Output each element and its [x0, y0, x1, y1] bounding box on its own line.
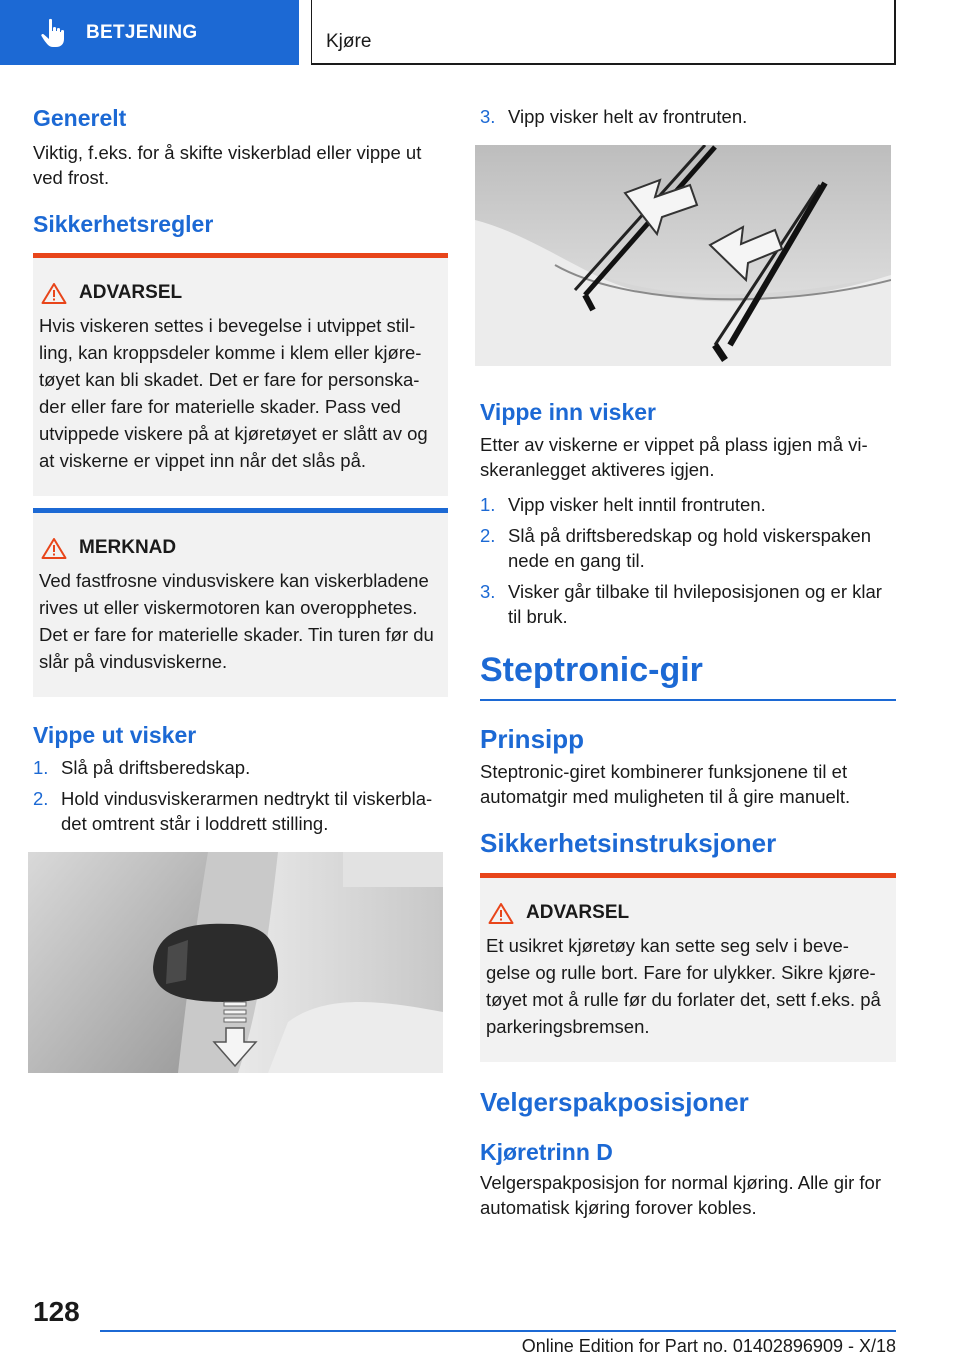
footer-rule — [100, 1330, 896, 1332]
right-column — [480, 100, 896, 1220]
step-number: 3. — [480, 581, 496, 602]
list-item — [480, 492, 896, 517]
step-number: 3. — [480, 106, 496, 127]
section-tab[interactable] — [0, 0, 299, 65]
step-text: Slå på driftsberedskap og hold viskerspaken nede en gang til. — [508, 525, 872, 571]
step-text: Slå på driftsberedskap. — [61, 757, 251, 778]
heading-prinsipp: Prinsipp — [480, 724, 585, 754]
heading-sikkerhetsinstruksjoner: Sikkerhetsinstruksjoner — [480, 828, 777, 858]
kjoretrinn-text: Velgerspakposisjon for normal kjøring. Alle gir for automatisk kjøring forover kobles. — [480, 1172, 882, 1218]
heading-generelt: Generelt — [33, 105, 127, 131]
note-text: Ved fastfrosne vindusviskere kan viskerbladene rives ut eller viskermotoren kan overopphetes. Det er fare for materielle skader. Tin turen før du slår på vindusviskerne. — [39, 570, 434, 672]
heading-rule — [480, 699, 896, 701]
vippe-inn-steps — [480, 492, 896, 629]
windshield-wiper-image — [475, 145, 891, 366]
heading-kjoretrinn-d: Kjøretrinn D — [480, 1139, 613, 1165]
warning-triangle-icon — [488, 902, 514, 924]
chapter-title: Kjøre — [326, 31, 372, 52]
heading-vippe-inn: Vippe inn visker — [480, 399, 656, 425]
step-text: Vipp visker helt av frontruten. — [508, 106, 748, 127]
list-item — [480, 523, 896, 573]
step-number: 2. — [33, 788, 49, 809]
step-number: 1. — [33, 757, 49, 778]
heading-velgerspakposisjoner: Velgerspakposisjoner — [480, 1087, 749, 1117]
step-number: 2. — [480, 525, 496, 546]
list-item — [480, 579, 896, 629]
warning-text: Et usikret kjøretøy kan sette seg selv i beve-gelse og rulle bort. Fare for ulykker. Sikre kjøre-tøyet mot å rulle før du forlater det, sett f.eks. på parkeringsbremsen. — [486, 935, 881, 1037]
step-text: Hold vindusviskerarmen nedtrykt til viskerbla-det omtrent står i loddrett stilling. — [61, 788, 433, 834]
edition-text: Online Edition for Part no. 01402896909 - X/18 — [521, 1336, 896, 1356]
page-number: 128 — [33, 1296, 80, 1327]
section-title: BETJENING — [86, 21, 198, 43]
step-text: Visker går tilbake til hvileposisjonen og er klar til bruk. — [508, 581, 882, 627]
note-box — [33, 508, 448, 697]
heading-steptronic: Steptronic-gir — [480, 651, 703, 689]
warning-label: ADVARSEL — [526, 902, 630, 923]
step-number: 1. — [480, 494, 496, 515]
chapter-header — [311, 0, 896, 65]
heading-vippe-ut: Vippe ut visker — [33, 722, 197, 748]
wiper-lever-image — [28, 852, 443, 1073]
warning-text: Hvis viskeren settes i bevegelse i utvippet stil-ling, kan kroppsdeler komme i klem eller kjøre-tøyet kan bli skadet. Det er fare for personska-der eller fare for materielle skader. Pass ved utvippede viskere på at kjøretøyet er slått av og at viskerne er vippet inn når det slås på. — [39, 315, 428, 471]
warning-triangle-icon — [41, 537, 67, 559]
warning-box — [33, 253, 448, 496]
hand-pointer-icon — [40, 18, 66, 48]
warning-label: ADVARSEL — [79, 282, 183, 303]
list-item — [480, 104, 896, 129]
step-text: Vipp visker helt inntil frontruten. — [508, 494, 766, 515]
list-item — [33, 786, 448, 836]
vippe-ut-steps — [33, 755, 448, 836]
vippe-inn-text: Etter av viskerne er vippet på plass igjen må vi-skeranlegget aktiveres igjen. — [480, 434, 868, 480]
list-item — [33, 755, 448, 780]
warning-box — [480, 873, 896, 1062]
note-label: MERKNAD — [79, 537, 177, 558]
heading-sikkerhetsregler: Sikkerhetsregler — [33, 211, 214, 237]
left-column — [33, 100, 448, 1073]
warning-triangle-icon — [41, 282, 67, 304]
vippe-ut-steps-continued — [480, 104, 896, 129]
prinsipp-text: Steptronic-giret kombinerer funksjonene til et automatgir med muligheten til å gire manuelt. — [480, 761, 851, 807]
generelt-text: Viktig, f.eks. for å skifte viskerblad eller vippe ut ved frost. — [33, 142, 422, 188]
